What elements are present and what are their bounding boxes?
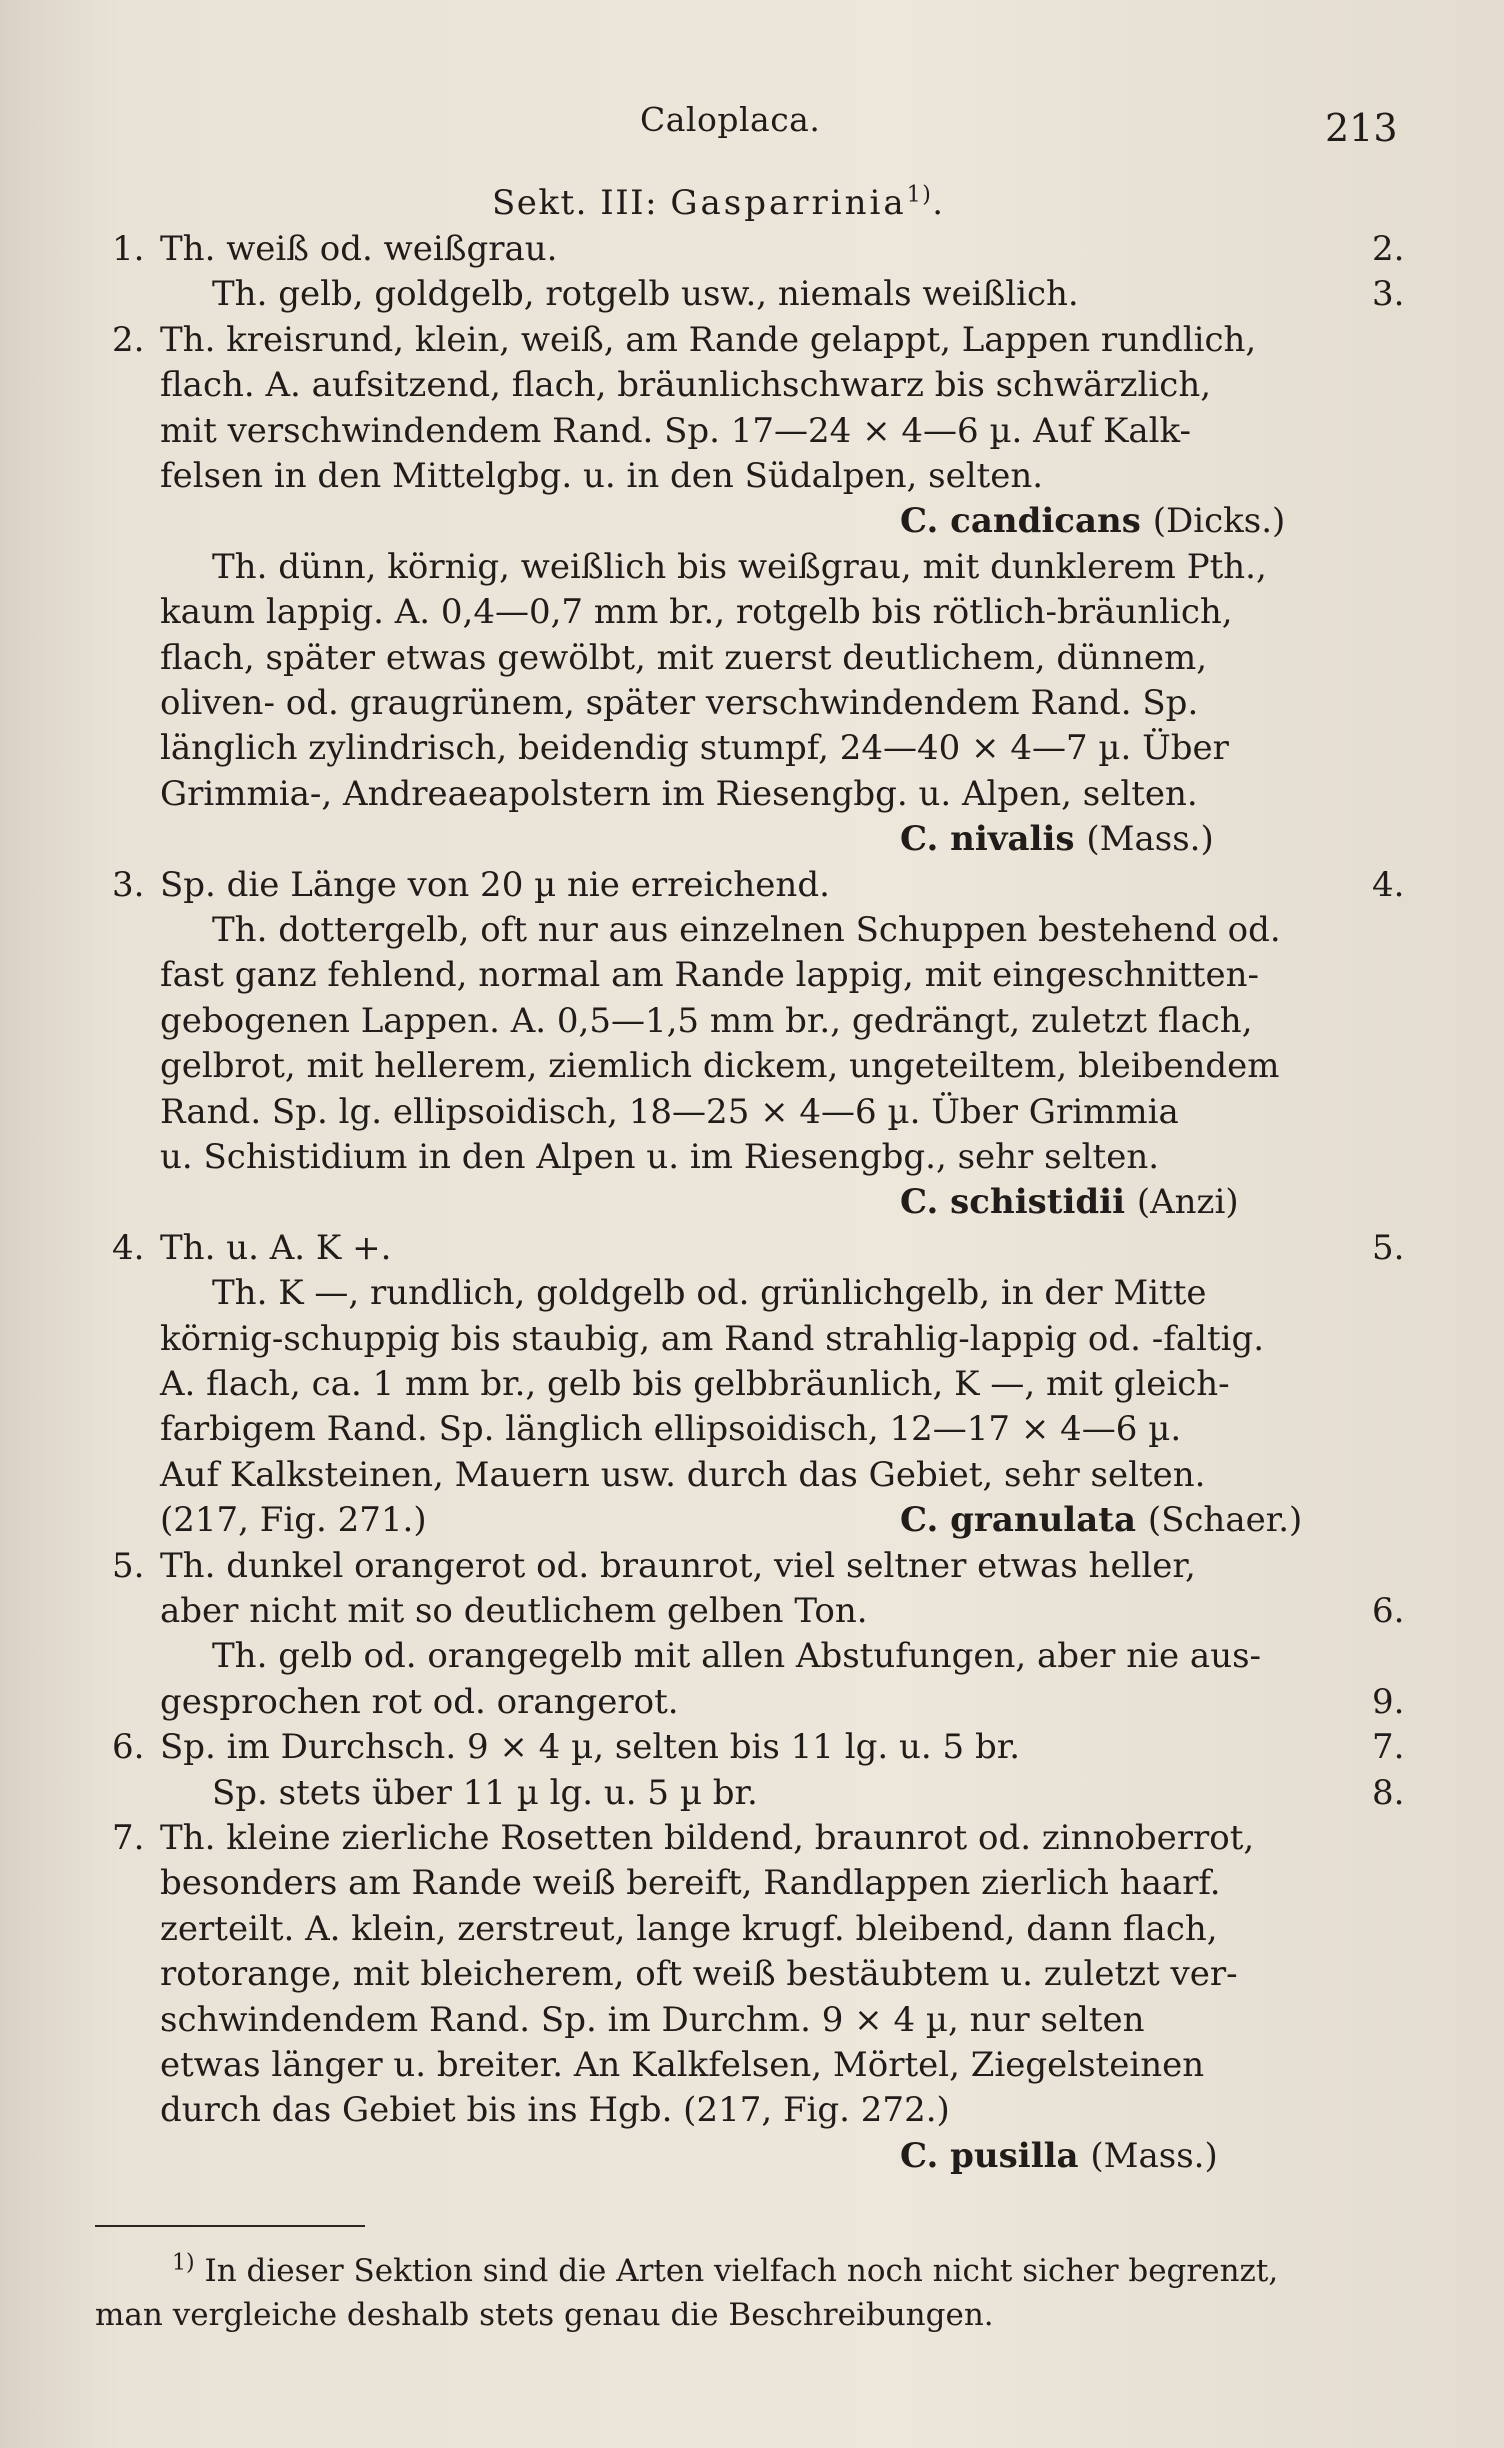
species-author: (Dicks.) [1152,501,1286,542]
line-text: Th. weiß od. weißgrau. [160,229,558,269]
key-line [0,2087,1504,2133]
key-line [0,1134,1504,1180]
lead-number: 5. [1372,1227,1405,1268]
key-line [0,635,1504,681]
page-number: 213 [1325,106,1398,150]
species-binomial: C. candicans [900,501,1141,542]
species-line [0,2133,1504,2179]
lead-number: 6. [1372,1591,1405,1631]
line-text: gelbrot, mit hellerem, ziemlich dickem, ungeteiltem, bleibendem [160,1046,1280,1087]
key-line [0,862,1504,908]
lead-number: 3. [1372,274,1405,315]
key-line [0,1724,1504,1770]
key-line [0,771,1504,817]
line-text: durch das Gebiet bis ins Hgb. (217, Fig. 272.) [160,2090,950,2131]
line-text: u. Schistidium in den Alpen u. im Riesengbg., sehr selten. [160,1137,1160,1177]
key-line [0,1406,1504,1452]
line-text: Th. dottergelb, oft nur aus einzelnen Schuppen bestehend od. [212,910,1281,950]
line-text: Th. gelb od. orangegelb mit allen Abstufungen, aber nie aus- [212,1636,1262,1677]
footnote-line-2: man vergleiche deshalb stets genau die Beschreibungen. [95,2297,994,2333]
line-text: Sp. im Durchsch. 9 × 4 µ, selten bis 11 lg. u. 5 br. [160,1727,1021,1768]
line-text: gebogenen Lappen. A. 0,5—1,5 mm br., gedrängt, zuletzt flach, [160,1000,1253,1041]
line-text: Th. gelb, goldgelb, rotgelb usw., niemals weißlich. [212,274,1079,315]
species-name [900,498,1285,544]
line-text: Sp. stets über 11 µ lg. u. 5 µ br. [212,1772,758,1813]
couplet-number: 3. [112,864,145,905]
line-text: körnig-schuppig bis staubig, am Rand strahlig-lappig od. -faltig. [160,1318,1265,1359]
species-line [0,498,1504,544]
key-line [0,362,1504,408]
key-line [0,1951,1504,1997]
running-title: Caloplaca. [640,100,821,139]
species-name [900,816,1214,862]
couplet-number: 1. [112,229,145,269]
line-text: länglich zylindrisch, beidendig stumpf, 24—40 × 4—7 µ. Über [160,728,1229,769]
key-line [0,2042,1504,2088]
lead-number: 9. [1372,1681,1405,1722]
line-text: etwas länger u. breiter. An Kalkfelsen, Mörtel, Ziegelsteinen [160,2045,1205,2085]
page-header [0,100,1504,160]
species-name [900,1497,1302,1543]
species-binomial: C. nivalis [900,819,1075,860]
footnote-mark: 1) [172,2250,195,2276]
line-text: Auf Kalksteinen, Mauern usw. durch das Gebiet, sehr selten. [160,1454,1206,1495]
couplet-number: 7. [112,1818,145,1858]
line-text: Th. K —, rundlich, goldgelb od. grünlichgelb, in der Mitte [212,1273,1207,1314]
key-line [0,1361,1504,1407]
key-line [0,1815,1504,1861]
footnote-line-1: In dieser Sektion sind die Arten vielfach noch nicht sicher begrenzt, [204,2253,1279,2289]
species-binomial: C. granulata [900,1500,1136,1541]
line-text: Th. dünn, körnig, weißlich bis weißgrau, mit dunklerem Pth., [212,546,1267,587]
species-author: (Mass.) [1086,819,1214,860]
couplet-number: 4. [112,1227,145,1268]
lead-number: 7. [1372,1727,1405,1768]
line-text: Sp. die Länge von 20 µ nie erreichend. [160,864,830,905]
key-line [0,1043,1504,1089]
species-author: (Anzi) [1136,1182,1239,1223]
line-text: fast ganz fehlend, normal am Rande lappig, mit eingeschnitten- [160,955,1259,996]
line-text: A. flach, ca. 1 mm br., gelb bis gelbbräunlich, K —, mit gleich- [160,1364,1230,1404]
key-line [0,1089,1504,1135]
lead-number: 8. [1372,1772,1405,1813]
couplet-number: 6. [112,1727,145,1768]
key-line [0,1997,1504,2043]
key-line [0,1679,1504,1725]
key-line [0,1270,1504,1316]
key-line [0,1906,1504,1952]
key-line [0,271,1504,317]
key-line [0,998,1504,1044]
line-text: mit verschwindendem Rand. Sp. 17—24 × 4—6 µ. Auf Kalk- [160,410,1192,451]
section-name: Gasparrinia [670,183,907,223]
key-line [0,453,1504,499]
key-line [0,1452,1504,1498]
line-text: flach, später etwas gewölbt, mit zuerst deutlichem, dünnem, [160,637,1208,678]
line-text: felsen in den Mittelgbg. u. in den Südalpen, selten. [160,456,1044,496]
key-line [0,1543,1504,1589]
species-author: (Schaer.) [1147,1500,1303,1541]
line-text: Th. u. A. K +. [160,1227,392,1268]
line-text: rotorange, mit bleicherem, oft weiß bestäubtem u. zuletzt ver- [160,1954,1238,1995]
footnote-rule [95,2225,365,2227]
section-label: Sekt. III: [492,183,659,223]
species-name [900,1179,1239,1225]
line-text: Th. kreisrund, klein, weiß, am Rande gelappt, Lappen rundlich, [160,319,1257,360]
line-text: zerteilt. A. klein, zerstreut, lange krugf. bleibend, dann flach, [160,1908,1218,1949]
line-text: oliven- od. graugrünem, später verschwindendem Rand. Sp. [160,683,1199,723]
key-line [0,408,1504,454]
line-text: gesprochen rot od. orangerot. [160,1681,679,1722]
key-line [0,1316,1504,1362]
species-name [900,2133,1218,2179]
species-line [0,1179,1504,1225]
species-line [0,816,1504,862]
species-binomial: C. schistidii [900,1182,1125,1223]
lead-number: 2. [1372,229,1405,269]
species-binomial: C. pusilla [900,2135,1079,2176]
line-text: Th. kleine zierliche Rosetten bildend, braunrot od. zinnoberrot, [160,1818,1255,1858]
lead-number: 4. [1372,864,1405,905]
key-line [0,1860,1504,1906]
key-line [0,952,1504,998]
key-line [0,907,1504,953]
line-text: besonders am Rande weiß bereift, Randlappen zierlich haarf. [160,1863,1221,1904]
line-text: aber nicht mit so deutlichem gelben Ton. [160,1591,868,1631]
couplet-number: 5. [112,1545,145,1586]
line-text: Grimmia-, Andreaeapolstern im Riesengbg. u. Alpen, selten. [160,773,1198,814]
key-line [0,589,1504,635]
key-line [0,317,1504,363]
key-line [0,544,1504,590]
key-line [0,680,1504,726]
section-heading [0,180,1504,226]
line-text: farbigem Rand. Sp. länglich ellipsoidisch, 12—17 × 4—6 µ. [160,1409,1182,1450]
key-line [0,1770,1504,1816]
key-line [0,1225,1504,1271]
line-text: flach. A. aufsitzend, flach, bräunlichschwarz bis schwärzlich, [160,365,1212,406]
line-text: Rand. Sp. lg. ellipsoidisch, 18—25 × 4—6 µ. Über Grimmia [160,1091,1179,1132]
line-text: schwindendem Rand. Sp. im Durchm. 9 × 4 µ, nur selten [160,1999,1145,2040]
couplet-number: 2. [112,319,145,360]
key-line [0,1633,1504,1679]
key-line [0,1588,1504,1634]
line-text: (217, Fig. 271.) [160,1500,427,1541]
section-heading-tail: . [932,183,945,223]
line-text: Th. dunkel orangerot od. braunrot, viel seltner etwas heller, [160,1545,1196,1586]
species-author: (Mass.) [1090,2135,1218,2176]
line-text: kaum lappig. A. 0,4—0,7 mm br., rotgelb bis rötlich-bräunlich, [160,592,1233,633]
key-line [0,1497,1504,1543]
key-line [0,725,1504,771]
key-line [0,226,1504,272]
section-footnote-mark: 1) [906,182,933,208]
